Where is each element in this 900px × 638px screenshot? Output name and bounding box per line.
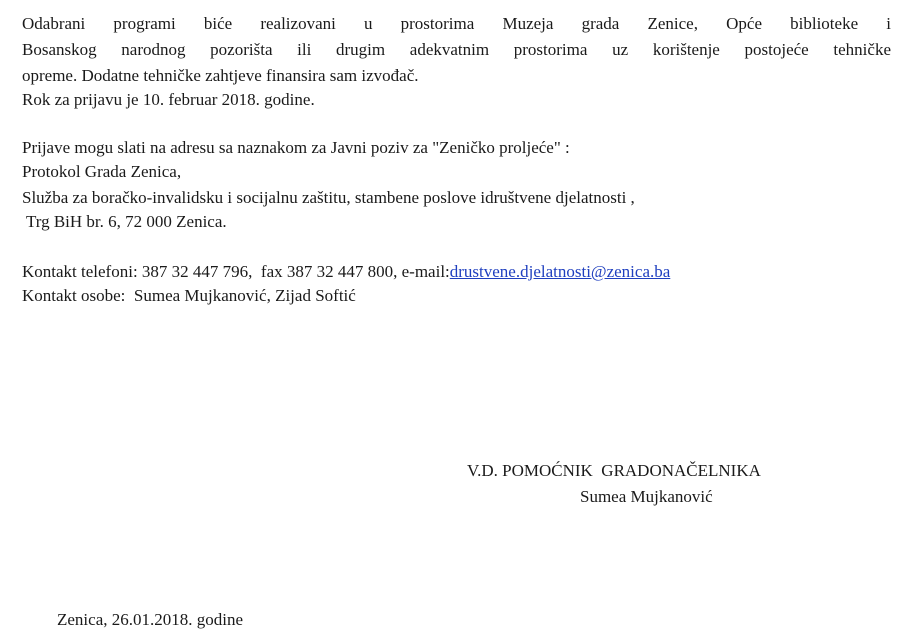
deadline-line: Rok za prijavu je 10. februar 2018. godine. xyxy=(22,90,315,109)
paragraph-line: Prijave mogu slati na adresu sa naznakom za Javni poziv za "Zeničko proljeće" : xyxy=(22,138,570,157)
address-line: Trg BiH br. 6, 72 000 Zenica. xyxy=(22,212,227,231)
contact-persons-line: Kontakt osobe: Sumea Mujkanović, Zijad Softić xyxy=(22,286,356,305)
contact-phones-text: Kontakt telefoni: 387 32 447 796, fax 387 32 447 800, e-mail: xyxy=(22,262,450,281)
email-link[interactable]: drustvene.djelatnosti@zenica.ba xyxy=(449,262,671,281)
address-line: Protokol Grada Zenica, xyxy=(22,162,182,181)
signature-name: Sumea Mujkanović xyxy=(580,487,713,506)
signature-title: V.D. POMOĆNIK GRADONAČELNIKA xyxy=(467,461,761,480)
paragraph-line: Odabrani programi biće realizovani u prostorima Muzeja grada Zenice, Opće biblioteke i xyxy=(22,14,891,33)
place-date: Zenica, 26.01.2018. godine xyxy=(57,610,244,629)
contact-phones-line xyxy=(22,261,670,283)
address-line: Služba za boračko-invalidsku i socijalnu zaštitu, stambene poslove idruštvene djelatnosti , xyxy=(22,188,635,207)
paragraph-line: Bosanskog narodnog pozorišta ili drugim adekvatnim prostorima uz korištenje postojeće tehničke xyxy=(22,40,891,59)
paragraph-line: opreme. Dodatne tehničke zahtjeve finansira sam izvođač. xyxy=(22,66,419,85)
